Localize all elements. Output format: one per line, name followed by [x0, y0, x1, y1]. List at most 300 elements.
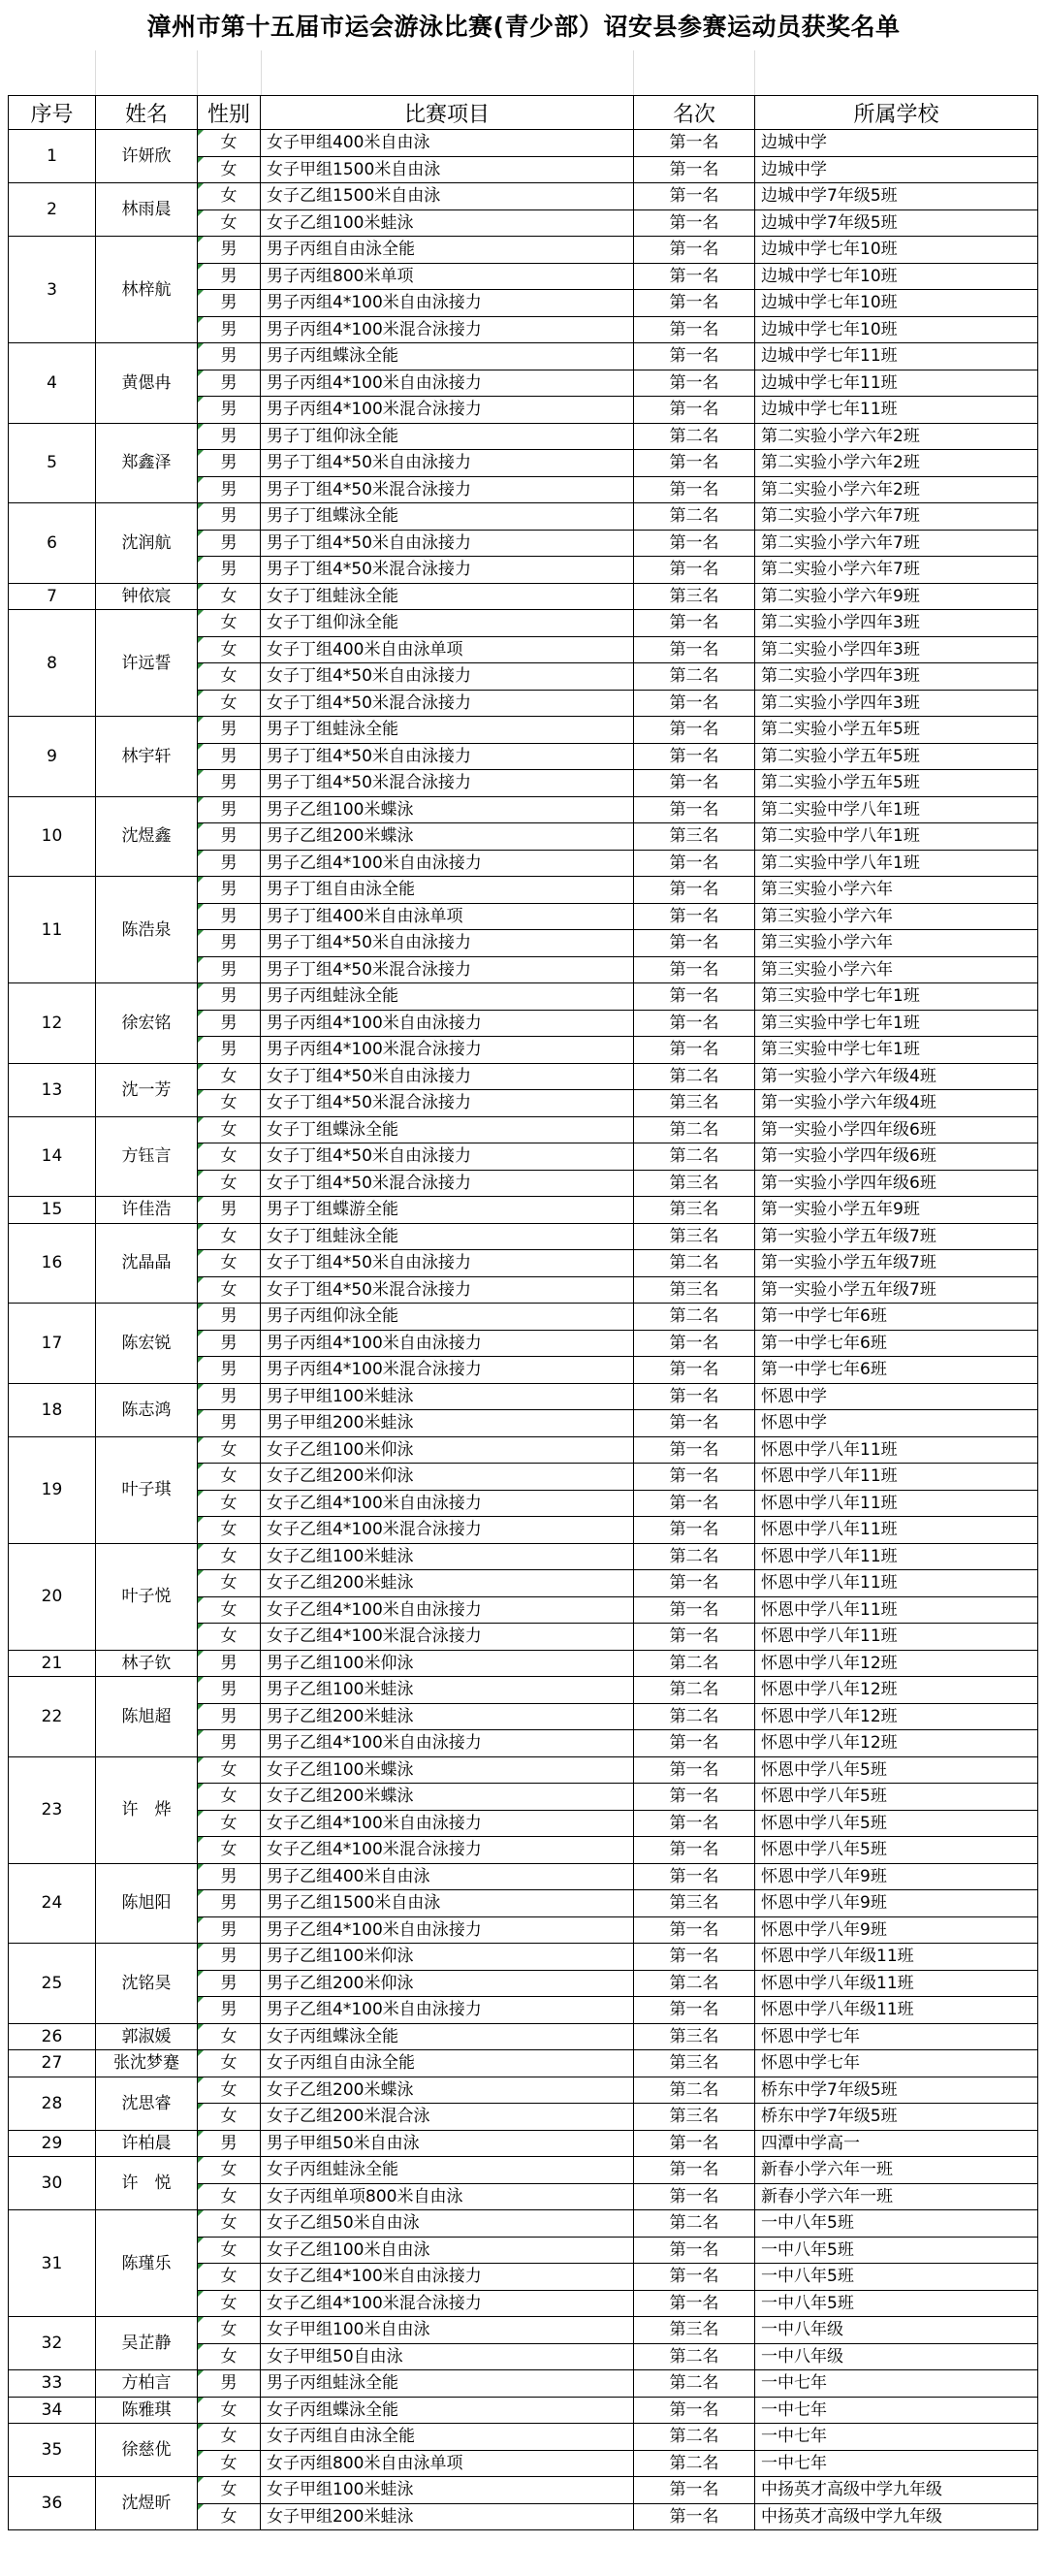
cell-name: 叶子悦	[96, 1543, 198, 1650]
cell-school: 怀恩中学八年12班	[755, 1730, 1038, 1757]
cell-rank: 第一名	[634, 1756, 755, 1784]
cell-no: 28	[9, 2077, 96, 2130]
header-rank: 名次	[634, 96, 755, 130]
cell-rank: 第一名	[634, 1784, 755, 1811]
cell-school: 第二实验小学五年5班	[755, 743, 1038, 770]
cell-name: 陈旭阳	[96, 1863, 198, 1944]
cell-school: 第二实验小学六年9班	[755, 583, 1038, 610]
cell-event: 女子丙组蝶泳全能	[261, 2397, 634, 2424]
cell-school: 第二实验小学六年7班	[755, 557, 1038, 584]
cell-rank: 第一名	[634, 1730, 755, 1757]
table-row	[9, 1756, 1038, 1784]
cell-rank: 第一名	[634, 743, 755, 770]
cell-name: 许佳浩	[96, 1197, 198, 1224]
cell-school: 边城中学七年10班	[755, 237, 1038, 264]
cell-event: 女子丙组单项800米自由泳	[261, 2183, 634, 2210]
cell-rank: 第一名	[634, 1624, 755, 1651]
cell-name: 陈雅琪	[96, 2397, 198, 2424]
cell-gender: 男	[198, 743, 261, 770]
cell-no: 16	[9, 1223, 96, 1304]
cell-event: 男子丁组自由泳全能	[261, 877, 634, 904]
cell-no: 31	[9, 2210, 96, 2317]
cell-gender: 男	[198, 796, 261, 823]
cell-no: 6	[9, 503, 96, 584]
cell-event: 女子乙组4*100米自由泳接力	[261, 2264, 634, 2291]
cell-name: 黄偲冉	[96, 343, 198, 424]
cell-school: 怀恩中学七年	[755, 2023, 1038, 2050]
cell-event: 女子乙组200米蛙泳	[261, 1570, 634, 1597]
cell-rank: 第一名	[634, 1997, 755, 2024]
table-row	[9, 1223, 1038, 1250]
cell-event: 男子甲组100米蛙泳	[261, 1383, 634, 1410]
table-row	[9, 583, 1038, 610]
table-row	[9, 1063, 1038, 1090]
cell-gender: 男	[198, 1037, 261, 1064]
cell-rank: 第一名	[634, 1916, 755, 1944]
cell-rank: 第二名	[634, 423, 755, 450]
table-row	[9, 237, 1038, 264]
table-row	[9, 610, 1038, 637]
cell-name: 林子钦	[96, 1650, 198, 1677]
cell-rank: 第二名	[634, 1304, 755, 1331]
cell-name: 张沈梦蹇	[96, 2050, 198, 2077]
cell-gender: 女	[198, 2450, 261, 2477]
cell-gender: 男	[198, 1677, 261, 1704]
cell-event: 女子甲组400米自由泳	[261, 130, 634, 157]
cell-gender: 男	[198, 290, 261, 317]
cell-gender: 女	[198, 2477, 261, 2504]
cell-name: 许 悦	[96, 2157, 198, 2210]
cell-name: 陈宏锐	[96, 1304, 198, 1384]
cell-gender: 女	[198, 2183, 261, 2210]
cell-gender: 女	[198, 1784, 261, 1811]
cell-rank: 第二名	[634, 2210, 755, 2238]
cell-rank: 第一名	[634, 717, 755, 744]
cell-no: 25	[9, 1944, 96, 2024]
cell-rank: 第一名	[634, 130, 755, 157]
cell-rank: 第一名	[634, 290, 755, 317]
cell-no: 36	[9, 2477, 96, 2530]
cell-event: 女子丁组4*50米自由泳接力	[261, 663, 634, 691]
cell-gender: 女	[198, 2050, 261, 2077]
cell-school: 新春小学六年一班	[755, 2157, 1038, 2184]
cell-event: 女子丁组400米自由泳单项	[261, 636, 634, 663]
cell-gender: 女	[198, 2264, 261, 2291]
cell-school: 怀恩中学八年11班	[755, 1624, 1038, 1651]
cell-name: 陈志鸿	[96, 1383, 198, 1436]
cell-school: 边城中学7年级5班	[755, 183, 1038, 210]
cell-school: 怀恩中学八年11班	[755, 1543, 1038, 1570]
cell-gender: 男	[198, 1916, 261, 1944]
table-row	[9, 1304, 1038, 1331]
cell-school: 第三实验中学七年1班	[755, 983, 1038, 1011]
cell-rank: 第一名	[634, 956, 755, 983]
cell-event: 女子丁组4*50米混合泳接力	[261, 1276, 634, 1304]
cell-school: 一中八年5班	[755, 2210, 1038, 2238]
cell-gender: 女	[198, 1116, 261, 1143]
cell-gender: 女	[198, 610, 261, 637]
cell-gender: 女	[198, 663, 261, 691]
cell-school: 第一中学七年6班	[755, 1330, 1038, 1357]
cell-school: 怀恩中学七年	[755, 2050, 1038, 2077]
cell-rank: 第三名	[634, 583, 755, 610]
cell-event: 女子乙组4*100米自由泳接力	[261, 1490, 634, 1517]
cell-rank: 第一名	[634, 930, 755, 957]
cell-school: 第一实验小学四年级6班	[755, 1116, 1038, 1143]
cell-no: 26	[9, 2023, 96, 2050]
cell-no: 8	[9, 610, 96, 717]
cell-gender: 女	[198, 1570, 261, 1597]
table-row	[9, 2023, 1038, 2050]
cell-gender: 女	[198, 1143, 261, 1171]
cell-rank: 第一名	[634, 2477, 755, 2504]
cell-event: 男子丁组4*50米混合泳接力	[261, 956, 634, 983]
cell-event: 男子丁组蝶游全能	[261, 1197, 634, 1224]
cell-event: 女子丁组4*50米混合泳接力	[261, 1170, 634, 1197]
cell-name: 许柏晨	[96, 2130, 198, 2157]
cell-event: 男子乙组100米仰泳	[261, 1650, 634, 1677]
cell-gender: 男	[198, 823, 261, 851]
cell-school: 边城中学七年10班	[755, 316, 1038, 343]
cell-name: 陈旭超	[96, 1677, 198, 1757]
cell-school: 怀恩中学八年11班	[755, 1490, 1038, 1517]
cell-event: 女子丁组4*50米自由泳接力	[261, 1143, 634, 1171]
table-row	[9, 2317, 1038, 2344]
cell-rank: 第二名	[634, 1250, 755, 1277]
table-row	[9, 503, 1038, 531]
cell-no: 23	[9, 1756, 96, 1863]
cell-rank: 第二名	[634, 1143, 755, 1171]
cell-rank: 第二名	[634, 2424, 755, 2451]
cell-rank: 第一名	[634, 1436, 755, 1464]
cell-event: 女子甲组50自由泳	[261, 2343, 634, 2370]
cell-gender: 女	[198, 2077, 261, 2104]
cell-school: 一中八年级	[755, 2343, 1038, 2370]
cell-gender: 女	[198, 1223, 261, 1250]
cell-school: 四潭中学高一	[755, 2130, 1038, 2157]
cell-gender: 女	[198, 2237, 261, 2264]
cell-rank: 第一名	[634, 1596, 755, 1624]
cell-no: 4	[9, 343, 96, 424]
cell-rank: 第三名	[634, 2023, 755, 2050]
cell-event: 男子丙组4*100米混合泳接力	[261, 397, 634, 424]
cell-rank: 第三名	[634, 1276, 755, 1304]
cell-gender: 女	[198, 1170, 261, 1197]
cell-name: 沈铭昊	[96, 1944, 198, 2024]
cell-school: 边城中学七年11班	[755, 343, 1038, 370]
table-row	[9, 423, 1038, 450]
cell-rank: 第一名	[634, 1410, 755, 1437]
cell-school: 第二实验小学六年7班	[755, 503, 1038, 531]
table-row	[9, 1543, 1038, 1570]
cell-gender: 男	[198, 450, 261, 477]
cell-school: 中扬英才高级中学九年级	[755, 2503, 1038, 2530]
cell-event: 女子乙组4*100米自由泳接力	[261, 1596, 634, 1624]
cell-school: 怀恩中学八年级11班	[755, 1997, 1038, 2024]
cell-school: 怀恩中学八年5班	[755, 1837, 1038, 1864]
cell-no: 27	[9, 2050, 96, 2077]
cell-school: 怀恩中学八年5班	[755, 1756, 1038, 1784]
cell-gender: 女	[198, 2210, 261, 2238]
cell-rank: 第二名	[634, 1063, 755, 1090]
cell-rank: 第一名	[634, 1010, 755, 1037]
header-school: 所属学校	[755, 96, 1038, 130]
cell-school: 边城中学7年级5班	[755, 209, 1038, 237]
header-name: 姓名	[96, 96, 198, 130]
cell-school: 第一实验小学六年级4班	[755, 1063, 1038, 1090]
award-table	[8, 95, 1038, 2530]
cell-rank: 第一名	[634, 2503, 755, 2530]
cell-no: 34	[9, 2397, 96, 2424]
cell-school: 边城中学	[755, 156, 1038, 183]
cell-rank: 第一名	[634, 476, 755, 503]
cell-school: 边城中学七年10班	[755, 290, 1038, 317]
cell-school: 第三实验小学六年	[755, 956, 1038, 983]
cell-no: 3	[9, 237, 96, 343]
cell-event: 女子丁组蛙泳全能	[261, 1223, 634, 1250]
cell-event: 女子丙组自由泳全能	[261, 2050, 634, 2077]
cell-school: 第一中学七年6班	[755, 1357, 1038, 1384]
cell-school: 怀恩中学八年级11班	[755, 1944, 1038, 1971]
cell-event: 男子丙组800米单项	[261, 263, 634, 290]
cell-school: 桥东中学7年级5班	[755, 2104, 1038, 2131]
cell-event: 男子乙组1500米自由泳	[261, 1890, 634, 1917]
cell-event: 女子乙组100米自由泳	[261, 2237, 634, 2264]
cell-gender: 男	[198, 476, 261, 503]
cell-event: 男子丁组蝶泳全能	[261, 503, 634, 531]
cell-name: 沈润航	[96, 503, 198, 584]
cell-name: 沈一芳	[96, 1063, 198, 1116]
cell-event: 女子丁组蛙泳全能	[261, 583, 634, 610]
cell-rank: 第三名	[634, 1197, 755, 1224]
cell-event: 男子丁组4*50米混合泳接力	[261, 770, 634, 797]
cell-name: 林梓航	[96, 237, 198, 343]
cell-event: 男子丁组400米自由泳单项	[261, 903, 634, 930]
cell-event: 女子甲组1500米自由泳	[261, 156, 634, 183]
cell-rank: 第二名	[634, 1970, 755, 1997]
cell-gender: 男	[198, 397, 261, 424]
cell-event: 男子乙组200米蛙泳	[261, 1703, 634, 1730]
cell-gender: 男	[198, 1304, 261, 1331]
cell-gender: 女	[198, 156, 261, 183]
cell-gender: 男	[198, 1863, 261, 1890]
cell-no: 17	[9, 1304, 96, 1384]
cell-no: 12	[9, 983, 96, 1064]
cell-rank: 第一名	[634, 1490, 755, 1517]
cell-rank: 第一名	[634, 156, 755, 183]
cell-rank: 第一名	[634, 263, 755, 290]
cell-school: 一中八年5班	[755, 2290, 1038, 2317]
table-row	[9, 877, 1038, 904]
cell-rank: 第三名	[634, 1090, 755, 1117]
cell-name: 许 烨	[96, 1756, 198, 1863]
cell-event: 女子丁组仰泳全能	[261, 610, 634, 637]
cell-name: 许远誓	[96, 610, 198, 717]
cell-gender: 男	[198, 557, 261, 584]
table-row	[9, 183, 1038, 210]
cell-no: 30	[9, 2157, 96, 2210]
cell-gender: 男	[198, 316, 261, 343]
cell-school: 第三实验中学七年1班	[755, 1010, 1038, 1037]
cell-event: 女子乙组200米蝶泳	[261, 1784, 634, 1811]
cell-rank: 第三名	[634, 2104, 755, 2131]
cell-rank: 第一名	[634, 1357, 755, 1384]
cell-no: 32	[9, 2317, 96, 2370]
cell-gender: 女	[198, 183, 261, 210]
cell-rank: 第一名	[634, 2157, 755, 2184]
cell-name: 许妍欣	[96, 130, 198, 183]
cell-gender: 女	[198, 1063, 261, 1090]
cell-event: 女子乙组200米混合泳	[261, 2104, 634, 2131]
cell-gender: 男	[198, 930, 261, 957]
cell-event: 女子乙组200米蝶泳	[261, 2077, 634, 2104]
cell-gender: 男	[198, 956, 261, 983]
cell-gender: 男	[198, 850, 261, 877]
cell-rank: 第二名	[634, 2370, 755, 2398]
cell-rank: 第三名	[634, 823, 755, 851]
cell-rank: 第二名	[634, 2450, 755, 2477]
cell-gender: 男	[198, 1970, 261, 1997]
cell-rank: 第一名	[634, 2183, 755, 2210]
cell-school: 怀恩中学八年9班	[755, 1916, 1038, 1944]
cell-gender: 男	[198, 1703, 261, 1730]
cell-school: 新春小学六年一班	[755, 2183, 1038, 2210]
cell-event: 女子乙组4*100米混合泳接力	[261, 1837, 634, 1864]
cell-gender: 男	[198, 983, 261, 1011]
cell-name: 叶子琪	[96, 1436, 198, 1543]
cell-school: 怀恩中学八年11班	[755, 1570, 1038, 1597]
cell-rank: 第一名	[634, 636, 755, 663]
cell-event: 男子甲组50米自由泳	[261, 2130, 634, 2157]
cell-school: 怀恩中学八年级11班	[755, 1970, 1038, 1997]
cell-name: 徐慈优	[96, 2424, 198, 2477]
cell-name: 方柏言	[96, 2370, 198, 2398]
cell-event: 男子丙组4*100米自由泳接力	[261, 370, 634, 397]
cell-gender: 男	[198, 1730, 261, 1757]
cell-rank: 第一名	[634, 877, 755, 904]
cell-rank: 第一名	[634, 1570, 755, 1597]
cell-event: 女子丁组蝶泳全能	[261, 1116, 634, 1143]
cell-event: 男子丁组4*50米自由泳接力	[261, 450, 634, 477]
cell-no: 20	[9, 1543, 96, 1650]
cell-rank: 第一名	[634, 690, 755, 717]
cell-gender: 男	[198, 1197, 261, 1224]
cell-gender: 女	[198, 1596, 261, 1624]
cell-school: 怀恩中学	[755, 1383, 1038, 1410]
cell-school: 第一实验小学五年9班	[755, 1197, 1038, 1224]
cell-event: 女子乙组50米自由泳	[261, 2210, 634, 2238]
cell-rank: 第一名	[634, 1464, 755, 1491]
cell-gender: 女	[198, 130, 261, 157]
cell-school: 第二实验小学六年7班	[755, 530, 1038, 557]
cell-rank: 第一名	[634, 557, 755, 584]
table-row	[9, 1650, 1038, 1677]
cell-no: 10	[9, 796, 96, 877]
cell-rank: 第二名	[634, 2077, 755, 2104]
cell-rank: 第二名	[634, 2343, 755, 2370]
cell-school: 第一实验小学四年级6班	[755, 1170, 1038, 1197]
cell-school: 第一实验小学五年级7班	[755, 1276, 1038, 1304]
cell-gender: 女	[198, 1250, 261, 1277]
cell-rank: 第二名	[634, 1543, 755, 1570]
cell-gender: 女	[198, 690, 261, 717]
cell-name: 沈思睿	[96, 2077, 198, 2130]
cell-rank: 第一名	[634, 1810, 755, 1837]
cell-school: 一中八年级	[755, 2317, 1038, 2344]
cell-no: 22	[9, 1677, 96, 1757]
cell-rank: 第一名	[634, 850, 755, 877]
cell-rank: 第一名	[634, 1944, 755, 1971]
table-row	[9, 1944, 1038, 1971]
cell-gender: 男	[198, 877, 261, 904]
cell-gender: 女	[198, 1090, 261, 1117]
cell-event: 男子乙组200米蝶泳	[261, 823, 634, 851]
header-gender: 性别	[198, 96, 261, 130]
cell-rank: 第一名	[634, 397, 755, 424]
cell-event: 男子丙组4*100米自由泳接力	[261, 1330, 634, 1357]
cell-school: 第二实验小学四年3班	[755, 663, 1038, 691]
cell-event: 女子丙组蛙泳全能	[261, 2157, 634, 2184]
cell-rank: 第三名	[634, 1890, 755, 1917]
cell-event: 男子丁组4*50米自由泳接力	[261, 530, 634, 557]
cell-event: 女子丙组蝶泳全能	[261, 2023, 634, 2050]
cell-gender: 男	[198, 717, 261, 744]
cell-no: 7	[9, 583, 96, 610]
cell-event: 男子丙组4*100米混合泳接力	[261, 1357, 634, 1384]
cell-gender: 男	[198, 2370, 261, 2398]
table-row	[9, 2077, 1038, 2104]
cell-school: 第二实验小学四年3班	[755, 690, 1038, 717]
cell-name: 沈晶晶	[96, 1223, 198, 1304]
cell-school: 第二实验小学六年2班	[755, 476, 1038, 503]
cell-rank: 第一名	[634, 1863, 755, 1890]
cell-rank: 第一名	[634, 450, 755, 477]
cell-school: 边城中学七年11班	[755, 397, 1038, 424]
table-row	[9, 130, 1038, 157]
cell-event: 男子丙组蛙泳全能	[261, 983, 634, 1011]
cell-school: 第三实验小学六年	[755, 877, 1038, 904]
cell-school: 第二实验小学五年5班	[755, 717, 1038, 744]
cell-name: 林宇轩	[96, 717, 198, 797]
cell-school: 第二实验小学四年3班	[755, 636, 1038, 663]
table-row	[9, 1677, 1038, 1704]
cell-name: 沈煜昕	[96, 2477, 198, 2530]
cell-gender: 女	[198, 2503, 261, 2530]
cell-event: 男子乙组100米蝶泳	[261, 796, 634, 823]
cell-no: 14	[9, 1116, 96, 1197]
cell-event: 女子乙组4*100米混合泳接力	[261, 1624, 634, 1651]
cell-event: 男子丁组4*50米混合泳接力	[261, 476, 634, 503]
cell-no: 13	[9, 1063, 96, 1116]
cell-event: 女子乙组4*100米混合泳接力	[261, 1517, 634, 1544]
cell-gender: 女	[198, 2290, 261, 2317]
cell-gender: 女	[198, 2157, 261, 2184]
cell-gender: 女	[198, 1436, 261, 1464]
cell-event: 男子丙组4*100米自由泳接力	[261, 290, 634, 317]
cell-event: 男子丁组4*50米混合泳接力	[261, 557, 634, 584]
cell-no: 21	[9, 1650, 96, 1677]
cell-rank: 第一名	[634, 2130, 755, 2157]
cell-event: 男子甲组200米蛙泳	[261, 1410, 634, 1437]
cell-school: 怀恩中学八年12班	[755, 1650, 1038, 1677]
cell-gender: 男	[198, 2130, 261, 2157]
cell-event: 女子乙组100米蛙泳	[261, 1543, 634, 1570]
cell-no: 19	[9, 1436, 96, 1543]
cell-event: 男子乙组4*100米自由泳接力	[261, 850, 634, 877]
cell-gender: 女	[198, 209, 261, 237]
cell-gender: 女	[198, 2343, 261, 2370]
cell-school: 第二实验小学六年2班	[755, 423, 1038, 450]
